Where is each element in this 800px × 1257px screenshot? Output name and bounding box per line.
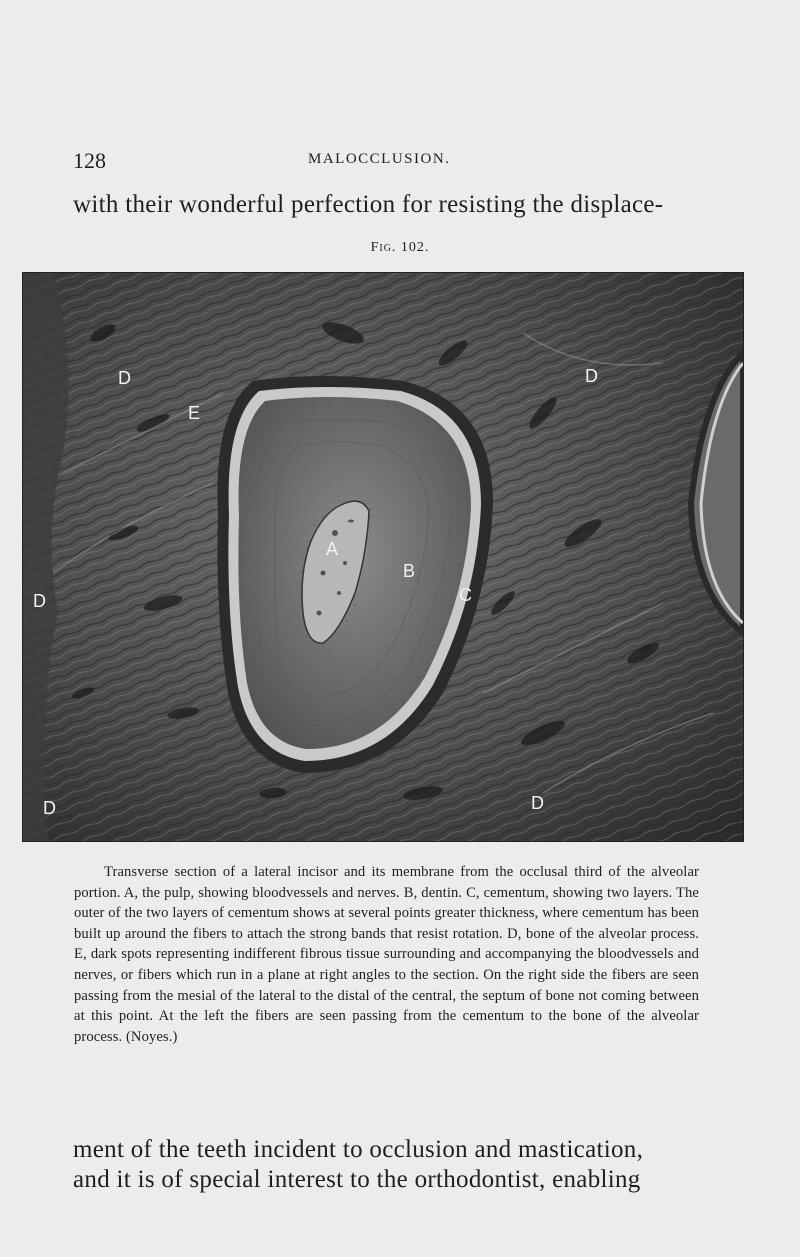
micrograph-image [22, 272, 744, 842]
body-text-top: with their wonderful perfection for resisting the displace- [73, 191, 664, 218]
label-b: B [403, 561, 416, 581]
label-d-left: D [33, 591, 46, 611]
label-d-bottom-right: D [531, 793, 544, 813]
label-c: C [459, 585, 472, 605]
figure-caption: Transverse section of a lateral incisor and its membrane from the occlusal third of the alveolar portion. A, the pulp, showing bloodvessels and nerves. B, dentin. C, cementum, showing two layers. The outer of the two layers of cementum shows at several points greater thickness, where cementum has been built up around the fibers to attach the strong bands that resist rotation. D, bone of the alveolar process. E, dark spots representing indifferent fibrous tissue surrounding and accompanying the bloodvessels and nerves, or fibers which run in a plane at right angles to the section. On the right side the fibers are seen passing from the mesial of the lateral to the distal of the central, the septum of bone not coming between at this point. At the left the fibers are seen passing from the cementum to the bone of the alveolar process. (Noyes.) [74, 864, 699, 1045]
label-d-bottom-left: D [43, 798, 56, 818]
label-d-top-left: D [118, 368, 131, 388]
figure-label: Fig. 102. [370, 240, 430, 255]
running-head: MALOCCLUSION. [308, 151, 451, 167]
body-text-bottom-2: and it is of special interest to the orthodontist, enabling [73, 1166, 641, 1193]
label-e: E [188, 403, 201, 423]
body-text-bottom-1: ment of the teeth incident to occlusion and mastication, [73, 1136, 644, 1163]
label-a: A [326, 539, 339, 559]
micrograph-drawing [23, 273, 743, 841]
label-d-top-right: D [585, 366, 598, 386]
page-number: 128 [73, 148, 106, 173]
